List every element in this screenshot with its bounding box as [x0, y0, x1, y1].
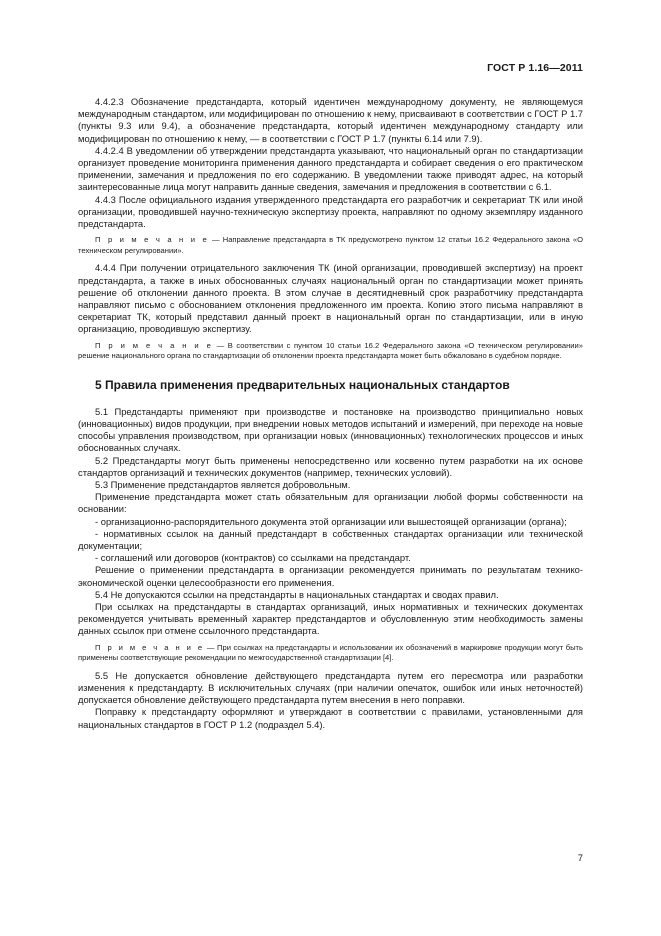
note	[78, 643, 583, 664]
note-text: — При ссылках на предстандарты и использовании их обозначений в маркировке продукции могут быть применены соответствующие рекомендации по межгосударственной стандартизации [4].	[78, 642, 583, 663]
document-code-header: ГОСТ Р 1.16—2011	[487, 62, 583, 74]
note-label: П р и м е ч а н и е	[95, 235, 209, 245]
section-heading: 5 Правила применения предварительных национальных стандартов	[95, 377, 510, 392]
paragraph: - организационно-распорядительного документа этой организации или вышестоящей организации (органа);	[95, 515, 567, 527]
paragraph: Решение о применении предстандарта в организации рекомендуется принимать по результатам технико-экономической оценки целесообразности его применения.	[78, 564, 583, 588]
paragraph: 5.2 Предстандарты могут быть применены непосредственно или косвенно путем разработки на их основе стандартов организаций и технических документов (например, технических условий).	[78, 454, 583, 478]
paragraph: 4.4.2.4 В уведомлении об утверждении предстандарта указывают, что национальный орган по стандартизации организует проведение мониторинга применения данного предстандарта и собирает сведения о его практическом применении, замечания и предложения по его содержанию. В уведомлении также приводят адрес, на который заинтересованные лица могут направить данные сведения, замечания и предложения в соответствии с 6.1.	[78, 144, 583, 193]
page-number: 7	[577, 852, 583, 863]
document-body	[78, 96, 583, 731]
note-text: — В соответствии с пунктом 10 статьи 16.2 Федерального закона «О техническом регулировании» решение национального органа по стандартизации об отклонении проекта предстандарта может быть обжаловано в судебном порядке.	[78, 340, 583, 361]
paragraph: Поправку к предстандарту оформляют и утверждают в соответствии с правилами, установленными для национальных стандартов в ГОСТ Р 1.2 (подраздел 5.4).	[78, 706, 583, 730]
note	[78, 235, 583, 256]
note-label: П р и м е ч а н и е	[95, 340, 214, 350]
paragraph: - нормативных ссылок на данный предстандарт в собственных стандартах организации или технической документации;	[78, 527, 583, 552]
paragraph: 5.3 Применение предстандартов является добровольным.	[95, 479, 351, 491]
paragraph: 5.5 Не допускается обновление действующего предстандарта путем его пересмотра или разработки изменения к предстандарту. В исключительных случаях (при наличии опечаток, ошибок или иных неточностей) допускается обновление действующего предстандарта путем внесения в него поправки.	[78, 669, 583, 706]
paragraph: 4.4.2.3 Обозначение предстандарта, который идентичен международному документу, не являющемуся международным стандартом, или модифицирован по отношению к нему, присваивают в соответствии с ГОСТ Р 1.7 (пункты 9.3 или 9.4), а обозначение предстандарта, который идентичен международному стандарту или модифицирован по отношению к нему, — в соответствии с ГОСТ Р 1.7 (пункты 6.14 или 7.9).	[78, 96, 583, 144]
paragraph: 5.1 Предстандарты применяют при производстве и постановке на производство принципиально новых (инновационных) видов продукции, при внедрении новых методов испытаний и измерений, при переходе на новые способы управления производством, при организации новых (инновационных) технологических процессов и иных обоснованных случаях.	[78, 405, 583, 454]
note-label: П р и м е ч а н и е	[95, 642, 205, 652]
note-text: — Направление предстандарта в ТК предусмотрено пунктом 12 статьи 16.2 Федерального закона «О техническом регулировании».	[78, 235, 584, 255]
paragraph: 4.4.3 После официального издания утвержденного предстандарта его разработчик и секретариат ТК или иной организации, проводившей научно-техническую экспертизу проекта, направляют по одному экземпляру изданного предстандарта.	[78, 193, 583, 230]
paragraph: - соглашений или договоров (контрактов) со ссылками на предстандарт.	[95, 552, 411, 564]
note	[78, 341, 583, 362]
paragraph: 4.4.4 При получении отрицательного заключения ТК (иной организации, проводившей экспертизу) на проект предстандарта, а также в иных обоснованных случаях национальный орган по стандартизации может принять решение об отклонении данного проекта. В этом случае в десятидневный срок разработчику предстандарта направляют письмо с обоснованием отклонения предложенного им проекта. Копию этого письма направляют в секретариат ТК, который представил данный проект в национальный орган по стандартизации, или в иную организацию, проводившую экспертизу.	[78, 262, 583, 335]
paragraph: Применение предстандарта может стать обязательным для организации любой формы собственности на основании:	[78, 491, 583, 515]
paragraph: 5.4 Не допускаются ссылки на предстандарты в национальных стандартах и сводах правил.	[95, 588, 499, 600]
paragraph: При ссылках на предстандарты в стандартах организаций, иных нормативных и технических документах рекомендуется учитывать временный характер предстандартов и обусловленную этим необходимость замены данных ссылок при отмене ссылочного предстандарта.	[78, 601, 583, 637]
